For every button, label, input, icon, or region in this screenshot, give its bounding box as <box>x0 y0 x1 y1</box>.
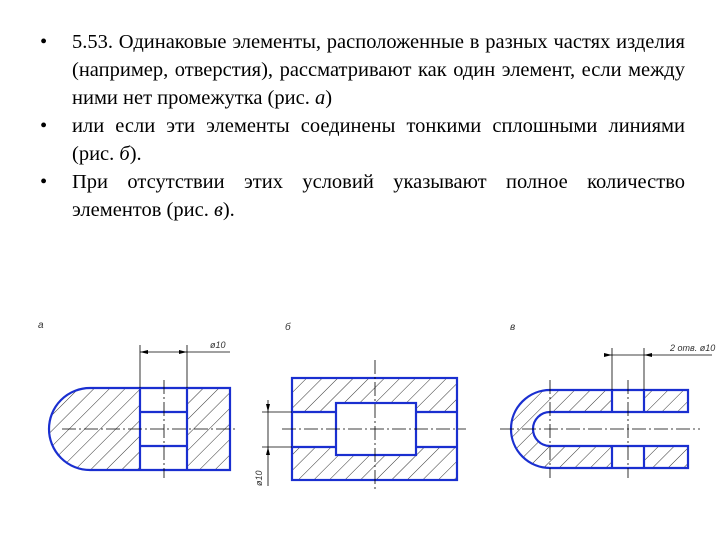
figure-b <box>254 321 466 492</box>
bullet-text-end: ) <box>325 87 333 109</box>
figure-ref: в <box>213 199 223 221</box>
figure-a-label: а <box>38 320 44 331</box>
figure-ref: б <box>119 143 130 165</box>
bullet-text: 5.53. Одинаковые элементы, расположенные в разных частях изделия (например, отверстия), рассматривают как один элемент, если между ними нет промежутка (рис. <box>72 31 685 109</box>
arrow-icon <box>266 404 270 412</box>
arrow-icon <box>140 350 148 354</box>
figure-a-dimension-text: ø10 <box>210 340 226 350</box>
figure-b-channel-cutout <box>292 412 457 447</box>
bullet-marker: • <box>40 115 48 137</box>
figure-c-label: в <box>510 322 516 333</box>
arrow-icon <box>604 353 612 357</box>
bullet-marker: • <box>40 171 48 193</box>
bullet-marker: • <box>40 31 48 53</box>
bullet-text-end: ). <box>222 199 235 221</box>
bullet-text: При отсутствии этих условий указывают полное количество элементов (рис. <box>72 171 685 221</box>
arrow-icon <box>266 447 270 455</box>
figure-a <box>38 320 235 478</box>
figure-ref: а <box>314 87 326 109</box>
bullet-text: или если эти элементы соединены тонкими сплошными линиями (рис. <box>72 115 685 165</box>
arrow-icon <box>644 353 652 357</box>
arrow-icon <box>179 350 187 354</box>
figure-b-label: б <box>285 322 291 333</box>
figure-c <box>500 322 715 478</box>
figure-c-dimension-text: 2 отв. ø10 <box>670 343 716 353</box>
bullet-text-end: ). <box>129 143 142 165</box>
figure-b-dimension-text: ø10 <box>254 470 264 486</box>
